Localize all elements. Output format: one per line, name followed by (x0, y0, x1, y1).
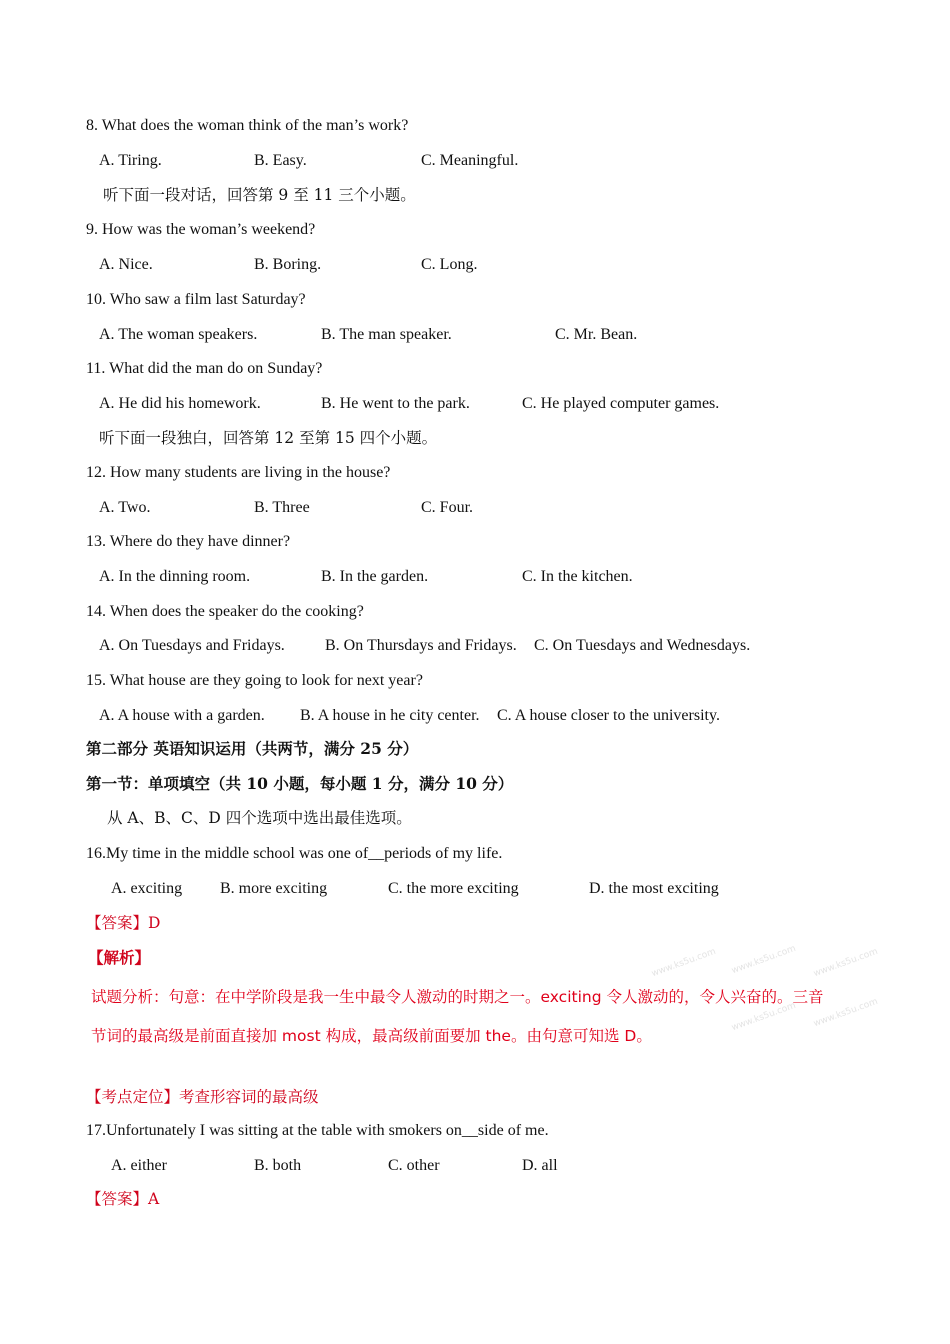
q14-stem: 14. When does the speaker do the cooking? (86, 603, 364, 620)
q8-option-a: A. Tiring. (99, 152, 162, 169)
q17-option-a: A. either (111, 1157, 167, 1174)
q17-stem: 17.Unfortunately I was sitting at the table with smokers on__side of me. (86, 1122, 549, 1139)
q8-option-c: C. Meaningful. (421, 152, 519, 169)
watermark: www.ks5u.com (730, 1000, 798, 1034)
q14-option-c: C. On Tuesdays and Wednesdays. (534, 637, 751, 654)
q16-option-d: D. the most exciting (589, 880, 719, 897)
instruction-9-11: 听下面一段对话，回答第 9 至 11 三个小题。 (103, 186, 416, 204)
q13-stem: 13. Where do they have dinner? (86, 533, 291, 550)
q9-option-c: C. Long. (421, 256, 478, 273)
watermark: www.ks5u.com (650, 946, 718, 980)
q14-option-b: B. On Thursdays and Fridays. (325, 637, 517, 654)
q11-stem: 11. What did the man do on Sunday? (86, 360, 323, 377)
q10-stem: 10. Who saw a film last Saturday? (86, 291, 306, 308)
q17-option-c: C. other (388, 1157, 440, 1174)
section1-instruction: 从 A、B、C、D 四个选项中选出最佳选项。 (107, 809, 412, 827)
q9-option-a: A. Nice. (99, 256, 153, 273)
q11-option-c: C. He played computer games. (522, 395, 720, 412)
section1-heading: 第一节：单项填空（共 10 小题，每小题 1 分，满分 10 分） (86, 774, 514, 793)
part2-heading: 第二部分 英语知识运用（共两节，满分 25 分） (86, 739, 419, 758)
instruction-12-15: 听下面一段独白，回答第 12 至第 15 四个小题。 (99, 429, 438, 447)
q16-stem: 16.My time in the middle school was one of__periods of my life. (86, 845, 503, 862)
q15-stem: 15. What house are they going to look for next year? (86, 672, 423, 689)
q10-option-b: B. The man speaker. (321, 326, 452, 343)
q16-option-a: A. exciting (111, 880, 183, 897)
q9-stem: 9. How was the woman’s weekend? (86, 221, 316, 238)
q9-option-b: B. Boring. (254, 256, 322, 273)
q10-option-a: A. The woman speakers. (99, 326, 258, 343)
q12-option-c: C. Four. (421, 499, 474, 516)
q16-option-c: C. the more exciting (388, 880, 519, 897)
q15-option-a: A. A house with a garden. (99, 707, 265, 724)
q13-option-c: C. In the kitchen. (522, 568, 633, 585)
q10-option-c: C. Mr. Bean. (555, 326, 638, 343)
q15-option-b: B. A house in he city center. (300, 707, 480, 724)
q13-option-a: A. In the dinning room. (99, 568, 251, 585)
q12-option-b: B. Three (254, 499, 310, 516)
q16-answer: 【答案】D (86, 914, 161, 932)
q16-analysis-label: 【解析】 (88, 948, 151, 967)
q8-stem: 8. What does the woman think of the man’s work? (86, 117, 409, 134)
q16-kaodian: 【考点定位】考查形容词的最高级 (86, 1088, 319, 1106)
watermark: www.ks5u.com (812, 946, 880, 980)
watermark: www.ks5u.com (812, 996, 880, 1030)
q11-option-a: A. He did his homework. (99, 395, 261, 412)
q15-option-c: C. A house closer to the university. (497, 707, 720, 724)
q16-option-b: B. more exciting (220, 880, 328, 897)
q11-option-b: B. He went to the park. (321, 395, 470, 412)
q12-stem: 12. How many students are living in the house? (86, 464, 391, 481)
q17-answer: 【答案】A (86, 1190, 160, 1208)
q8-option-b: B. Easy. (254, 152, 307, 169)
q16-analysis-line1: 试题分析：句意：在中学阶段是我一生中最令人激动的时期之一。exciting 令人激动的，令人兴奋的。三音 (91, 988, 824, 1006)
q17-option-d: D. all (522, 1157, 558, 1174)
q17-option-b: B. both (254, 1157, 302, 1174)
watermark: www.ks5u.com (730, 943, 798, 977)
q13-option-b: B. In the garden. (321, 568, 429, 585)
q16-analysis-line2: 节词的最高级是前面直接加 most 构成，最高级前面要加 the。由句意可知选 D。 (91, 1027, 652, 1045)
q14-option-a: A. On Tuesdays and Fridays. (99, 637, 285, 654)
q12-option-a: A. Two. (99, 499, 151, 516)
